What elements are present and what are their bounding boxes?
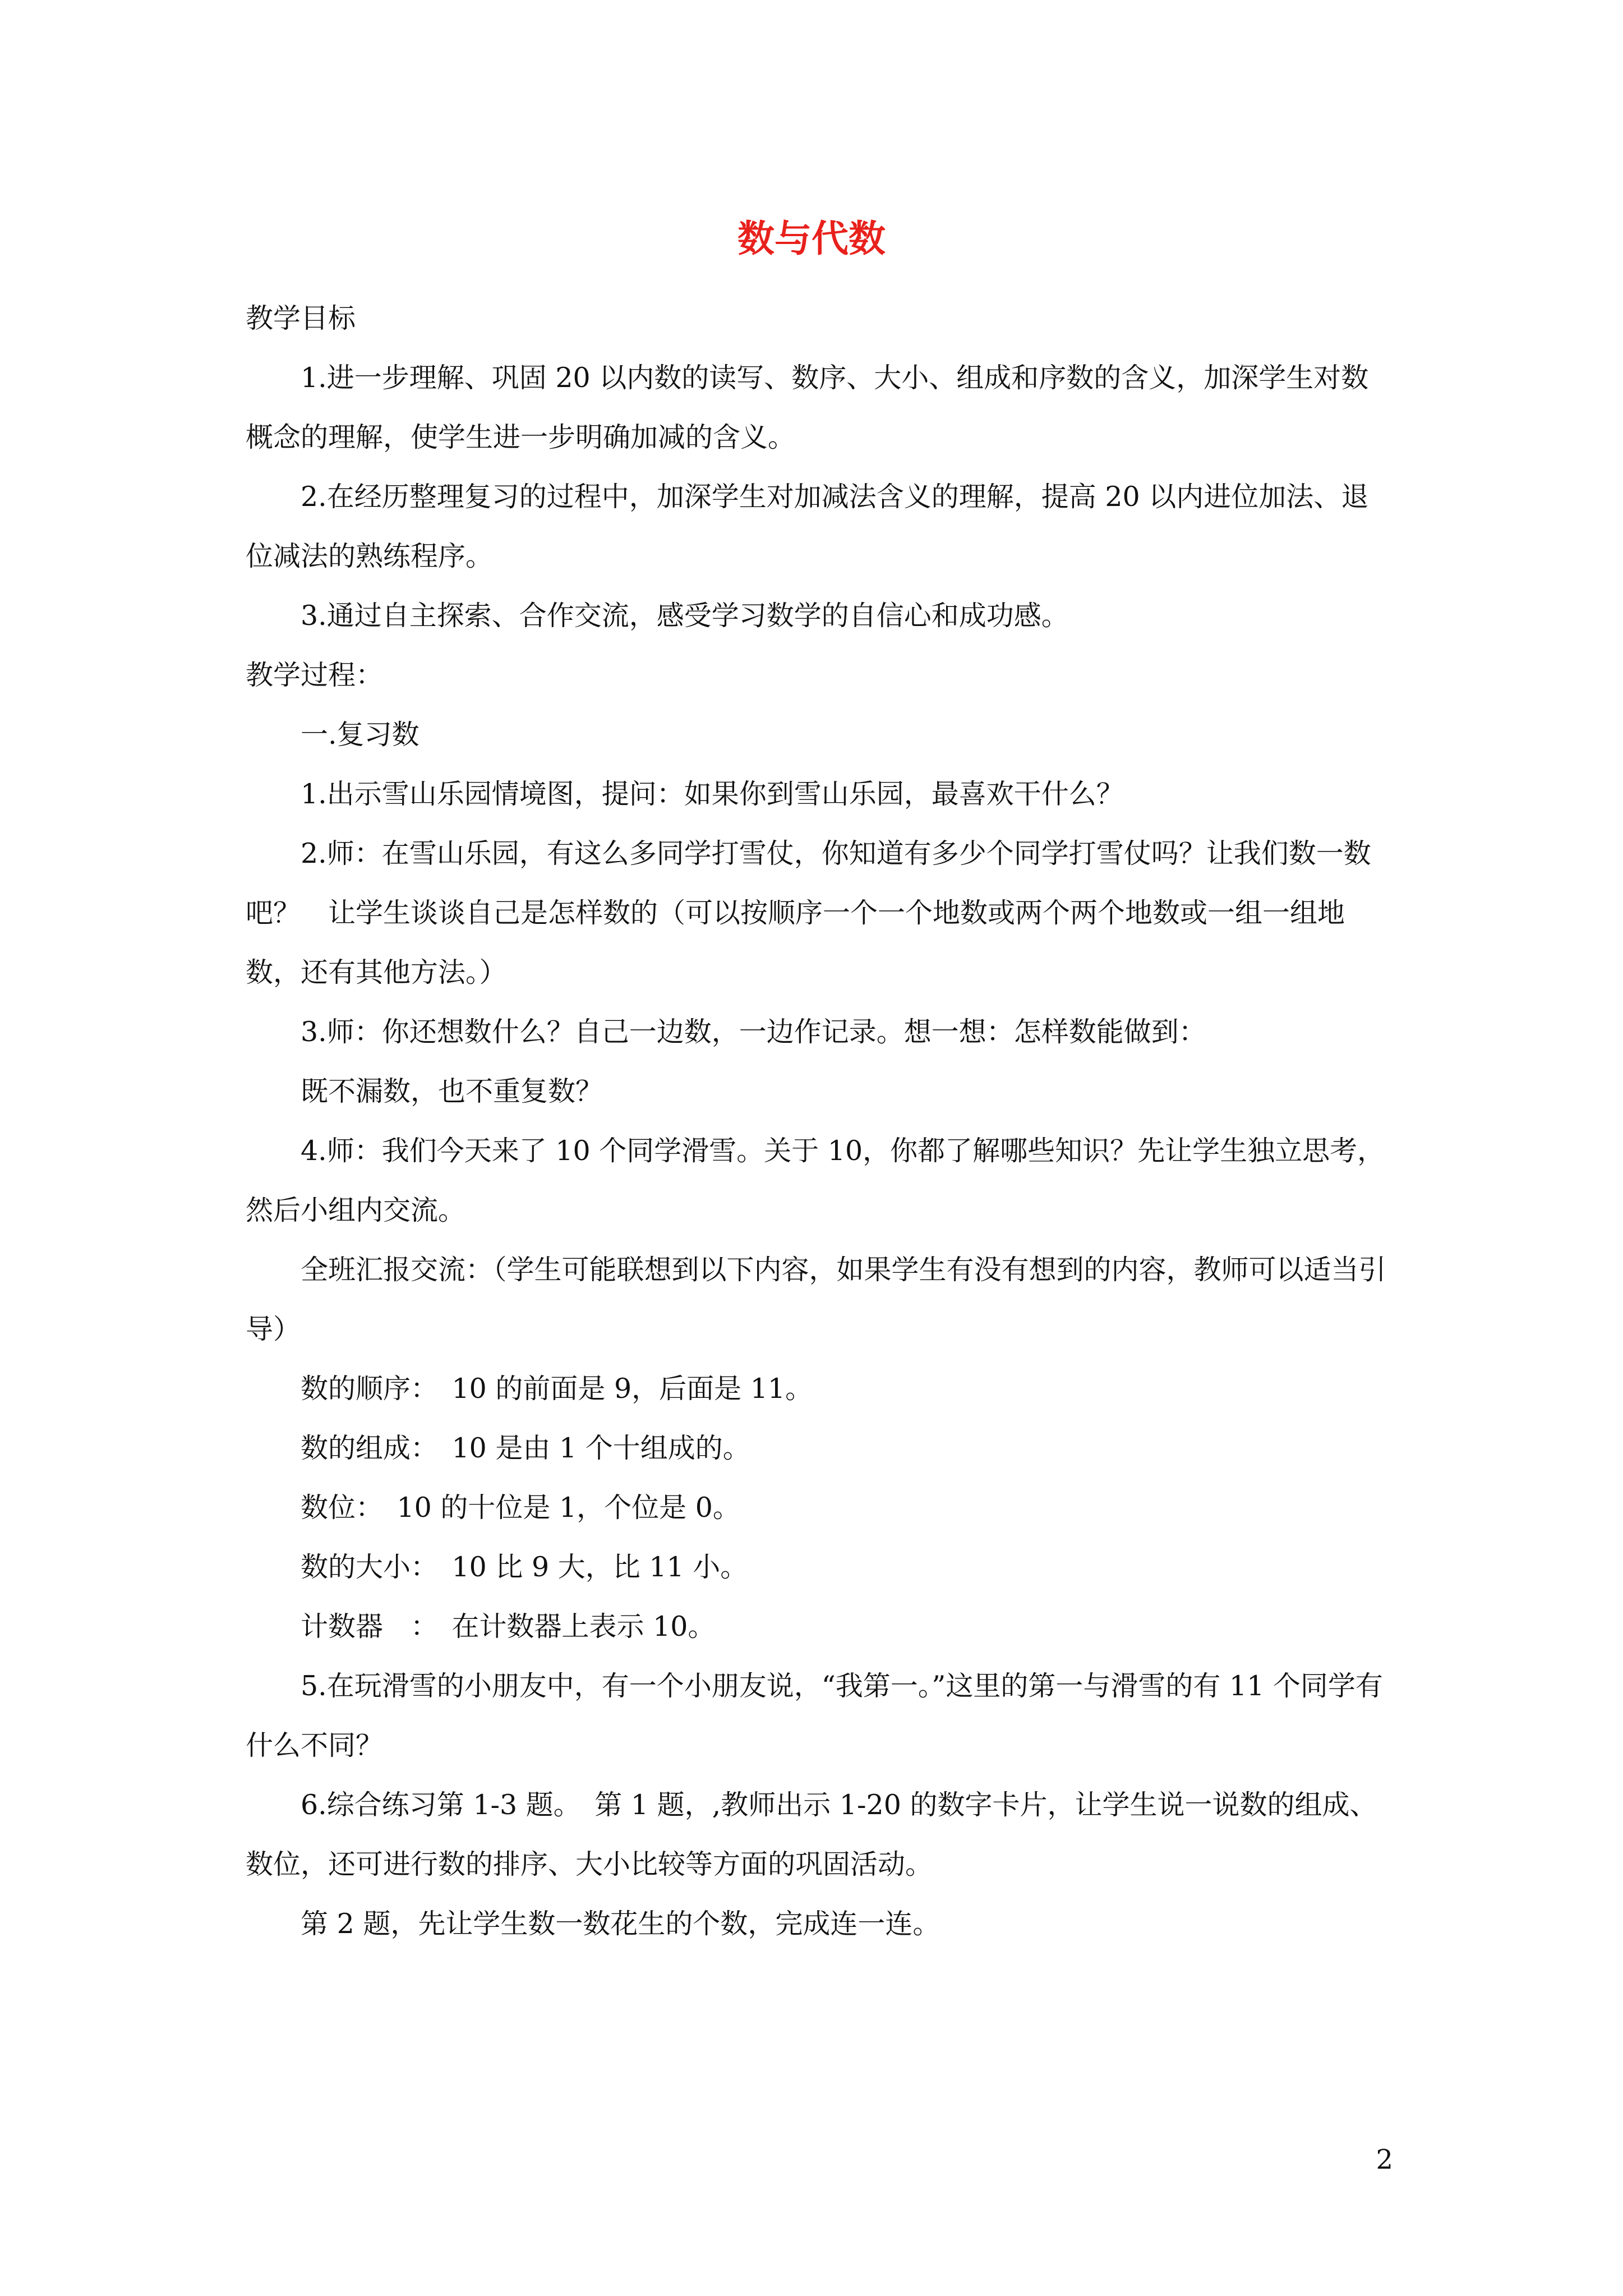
paragraph: 3.通过自主探索、合作交流，感受学习数学的自信心和成功感。 [301,600,1069,632]
list-item: 数的大小： 10 比 9 大，比 11 小。 [301,1551,748,1583]
paragraph: 教学目标 [246,302,356,334]
paragraph: 4.师：我们今天来了 10 个同学滑雪。关于 10，你都了解哪些知识？先让学生独立思考，然后小组内交流。 [246,1135,1385,1226]
paragraph: 1.进一步理解、巩固 20 以内数的读写、数序、大小、组成和序数的含义，加深学生对数概念的理解，使学生进一步明确加减的含义。 [246,362,1369,453]
paragraph: 1.出示雪山乐园情境图，提问：如果你到雪山乐园，最喜欢干什么？ [301,778,1124,810]
paragraph: 5.在玩滑雪的小朋友中，有一个小朋友说，“我第一。”这里的第一与滑雪的有 11 个同学有什么不同？ [246,1670,1383,1761]
paragraph: 既不漏数，也不重复数？ [301,1075,603,1107]
document-body [246,289,1390,1954]
page-number: 2 [1376,2144,1393,2175]
paragraph: 3.师：你还想数什么？自己一边数，一边作记录。想一想：怎样数能做到： [301,1016,1206,1048]
list-item: 数位： 10 的十位是 1，个位是 0。 [301,1492,740,1524]
paragraph: 第 2 题，先让学生数一数花生的个数，完成连一连。 [301,1908,940,1940]
paragraph: 2.师：在雪山乐园，有这么多同学打雪仗，你知道有多少个同学打雪仗吗？让我们数一数吧？ 让学生谈谈自己是怎样数的（可以按顺序一个一个地数或两个两个地数或一组一组地数，还有其他方法。） [246,838,1371,988]
page-title: 数与代数 [737,217,886,260]
section-heading: 一.复习数 [301,719,419,751]
list-item: 计数器 ： 在计数器上表示 10。 [301,1611,716,1642]
list-item: 数的顺序： 10 的前面是 9，后面是 11。 [301,1373,813,1405]
paragraph: 教学过程： [246,659,384,691]
list-item: 数的组成： 10 是由 1 个十组成的。 [301,1432,750,1464]
paragraph: 全班汇报交流：（学生可能联想到以下内容，如果学生有没有想到的内容，教师可以适当引导） [246,1254,1386,1345]
paragraph: 2.在经历整理复习的过程中，加深学生对加减法含义的理解，提高 20 以内进位加法、退位减法的熟练程序。 [246,481,1369,572]
paragraph: 6.综合练习第 1-3 题。 第 1 题，,教师出示 1-20 的数字卡片，让学生说一说数的组成、数位，还可进行数的排序、大小比较等方面的巩固活动。 [246,1789,1377,1880]
